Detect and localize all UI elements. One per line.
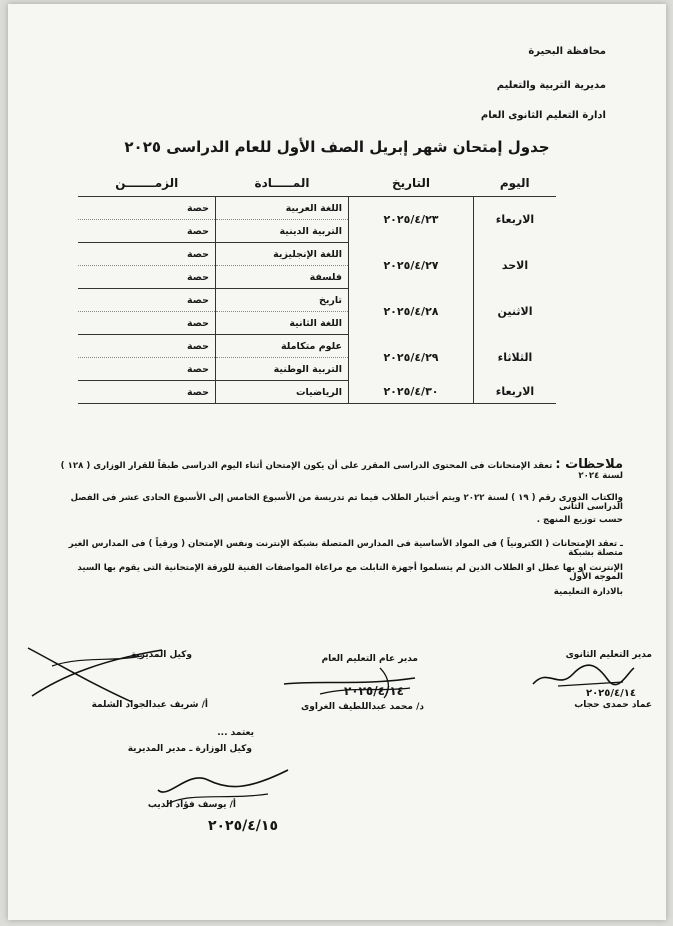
time-cell: حصة [78, 312, 216, 335]
time-cell: حصة [78, 358, 216, 381]
sig1-date: ٢٠٢٥/٤/١٤ [585, 688, 636, 699]
day-cell: الاثنين [474, 289, 557, 335]
date-cell: ٢٠٢٥/٤/٢٣ [349, 197, 474, 243]
header-subject: المـــــادة [216, 170, 349, 197]
table-row [78, 289, 556, 312]
day-cell: الاربعاء [474, 381, 557, 404]
sig1-name: عماد حمدى حجاب [574, 700, 652, 710]
date-cell: ٢٠٢٥/٤/٢٩ [349, 335, 474, 381]
notes-line-4: ـ تعقد الإمتحانات ( الكترونياً ) فى المواد الأساسية فى المدارس المتصلة بشبكة الإنترنت ونفس الإمتحان ( ورقياً ) فى المدارس الغير متصلة بشبكة [68, 539, 623, 559]
day-cell: الاربعاء [474, 197, 557, 243]
date-cell: ٢٠٢٥/٤/٢٨ [349, 289, 474, 335]
page-title: جدول إمتحان شهر إبريل الصف الأول للعام الدراسى ٢٠٢٥ [124, 138, 550, 156]
subject-cell: الرياضيات [216, 381, 349, 404]
day-cell: الثلاثاء [474, 335, 557, 381]
sig2-date: ٢٠٢٥/٤/١٤ [343, 684, 404, 698]
time-cell: حصة [78, 289, 216, 312]
time-cell: حصة [78, 381, 216, 404]
notes-text: تعقد الإمتحانات فى المحتوى الدراسى المقرر على أن يكون الإمتحان أثناء اليوم الدراسى طبقاً للقرار الوزارى ( ١٢٨ ) لسنة ٢٠٢٤ [60, 461, 623, 482]
table-row [78, 197, 556, 220]
header-governorate: محافظة البحيرة [528, 46, 606, 57]
time-cell: حصة [78, 266, 216, 289]
date-cell: ٢٠٢٥/٤/٢٧ [349, 243, 474, 289]
sig4-name: أ/ يوسف فؤاد الديب [147, 800, 236, 810]
notes-line-3: حسب توزيع المنهج . [536, 515, 623, 525]
sig4-date: ٢٠٢٥/٤/١٥ [207, 818, 278, 834]
sig2-title: مدير عام التعليم العام [321, 654, 418, 664]
header-directorate: مديرية التربية والتعليم [496, 80, 606, 91]
sig4-title: وكيل الوزارة ـ مدير المديرية [127, 744, 252, 754]
sig1-title: مدير التعليم الثانوى [565, 650, 652, 660]
table-row [78, 335, 556, 358]
subject-cell: اللغة الثانية [216, 312, 349, 335]
notes-line-2: والكتاب الدورى رقم ( ١٩ ) لسنة ٢٠٢٢ ويتم أختبار الطلاب فيما تم تدريسة من الأسبوع الخامس إلى الأسبوع الحادى عشر فى الفصل الدراسى الثانى [70, 493, 623, 513]
notes-line-1 [48, 458, 623, 482]
header-date: التاريخ [349, 170, 474, 197]
subject-cell: اللغة العربية [216, 197, 349, 220]
subject-cell: التربية الوطنية [216, 358, 349, 381]
header-time: الزمـــــــن [78, 170, 216, 197]
time-cell: حصة [78, 220, 216, 243]
exam-schedule-table [78, 170, 556, 404]
time-cell: حصة [78, 197, 216, 220]
approve-label: يعتمد ... [217, 728, 254, 738]
sig3-title: وكيل المديرية [130, 650, 192, 660]
notes-heading: ملاحظات : [555, 457, 623, 472]
table-row [78, 243, 556, 266]
table-header-row [78, 170, 556, 197]
subject-cell: تاريخ [216, 289, 349, 312]
table-row [78, 381, 556, 404]
time-cell: حصة [78, 243, 216, 266]
document-page [8, 4, 666, 920]
header-administration: ادارة التعليم الثانوى العام [480, 110, 606, 121]
subject-cell: التربية الدينية [216, 220, 349, 243]
subject-cell: اللغة الإنجليزية [216, 243, 349, 266]
subject-cell: فلسفة [216, 266, 349, 289]
sig2-name: د/ محمد عبداللطيف الغراوى [301, 702, 424, 712]
day-cell: الاحد [474, 243, 557, 289]
sig3-name: أ/ شريف عبدالجواد الشلمة [91, 700, 208, 710]
notes-line-5: الإنترنت او بها عطل او الطلاب الذين لم يتسلموا أجهزة التابلت مع مراعاة المواصفات الفنية للورقة الإمتحانية التى يقوم بها السيد الموجه الأول [77, 563, 623, 583]
notes-line-6: بالادارة التعليمية [553, 587, 623, 597]
date-cell: ٢٠٢٥/٤/٣٠ [349, 381, 474, 404]
subject-cell: علوم متكاملة [216, 335, 349, 358]
time-cell: حصة [78, 335, 216, 358]
header-day: اليوم [474, 170, 557, 197]
